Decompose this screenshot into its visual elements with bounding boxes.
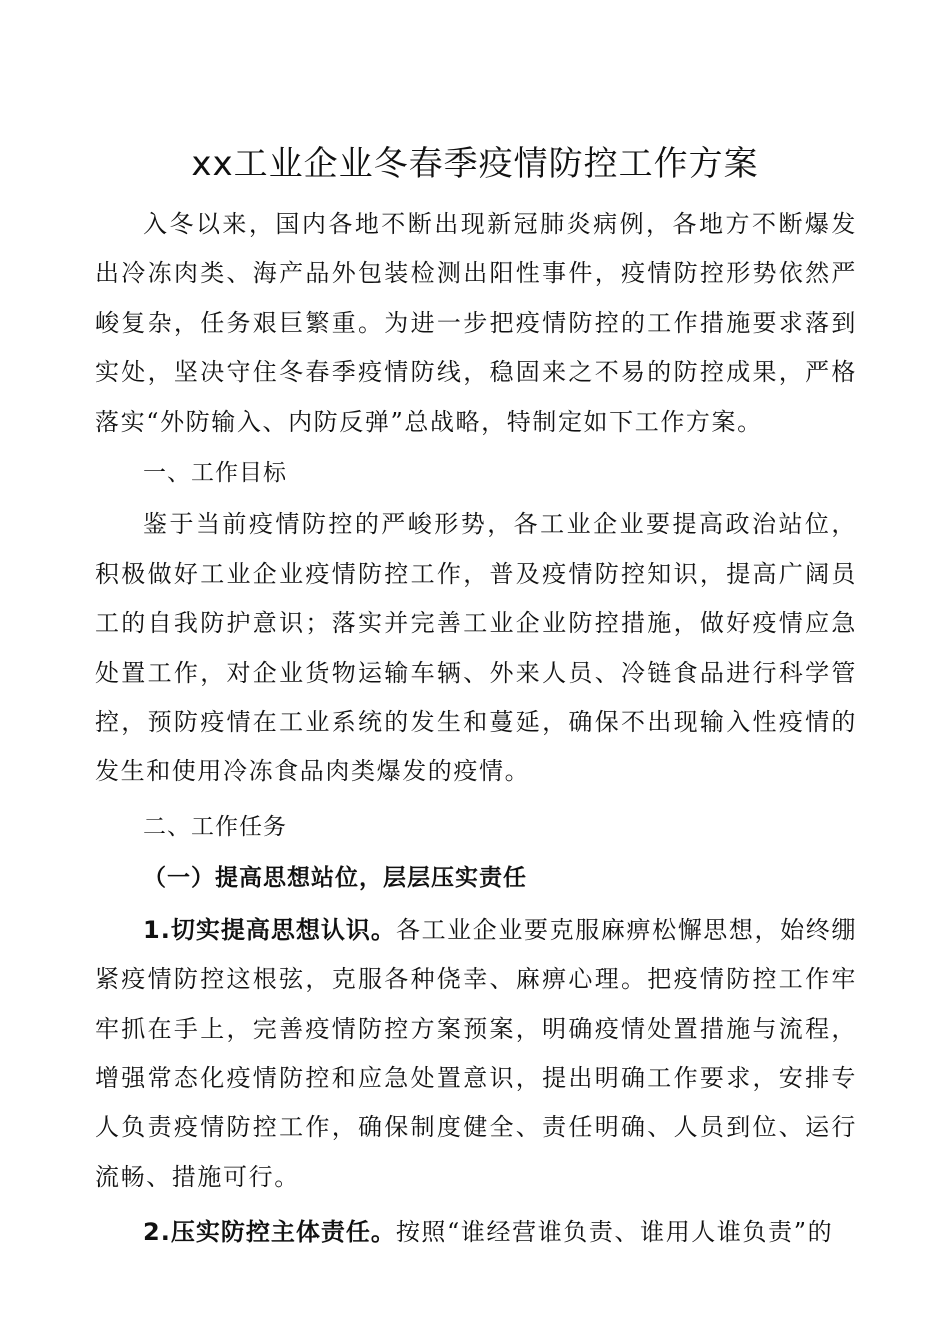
item-2-lead: 2.压实防控主体责任。 xyxy=(143,1218,396,1247)
item-1-lead: 1.切实提高思想认识。 xyxy=(143,915,396,944)
document-title: xx工业企业冬春季疫情防控工作方案 xyxy=(191,144,759,184)
section-2-subheading: （一）提高思想站位，层层压实责任 xyxy=(143,865,527,892)
section-1-paragraph: 鉴于当前疫情防控的严峻形势，各工业企业要提高政治站位，积极做好工业企业疫情防控工作，普及疫情防控知识，提高广阔员工的自我防护意识；落实并完善工业企业防控措施，做好疫情应急处置工作，对企业货物运输车辆、外来人员、冷链食品进行科学管控，预防疫情在工业系统的发生和蔓延，确保不出现输入性疫情的发生和使用冷冻食品肉类爆发的疫情。 xyxy=(95,510,857,786)
intro-paragraph: 入冬以来，国内各地不断出现新冠肺炎病例，各地方不断爆发出冷冻肉类、海产品外包装检测出阳性事件，疫情防控形势依然严峻复杂，任务艰巨繁重。为进一步把疫情防控的工作措施要求落到实处，坚决守住冬春季疫情防线，稳固来之不易的防控成果，严格落实“外防输入、内防反弹”总战略，特制定如下工作方案。 xyxy=(95,210,857,436)
item-1-paragraph xyxy=(95,906,857,1202)
item-1-body: 各工业企业要克服麻痹松懈思想，始终绷紧疫情防控这根弦，克服各种侥幸、麻痹心理。把疫情防控工作牢牢抓在手上，完善疫情防控方案预案，明确疫情处置措施与流程，增强常态化疫情防控和应急处置意识，提出明确工作要求，安排专人负责疫情防控工作，确保制度健全、责任明确、人员到位、运行流畅、措施可行。 xyxy=(95,915,857,1191)
item-2-paragraph xyxy=(95,1208,857,1257)
section-2-heading: 二、工作任务 xyxy=(143,813,287,840)
section-1-heading: 一、工作目标 xyxy=(143,460,287,487)
item-2-body: 按照“谁经营谁负责、谁用人谁负责”的 xyxy=(395,1218,834,1247)
document-body xyxy=(95,200,857,1258)
